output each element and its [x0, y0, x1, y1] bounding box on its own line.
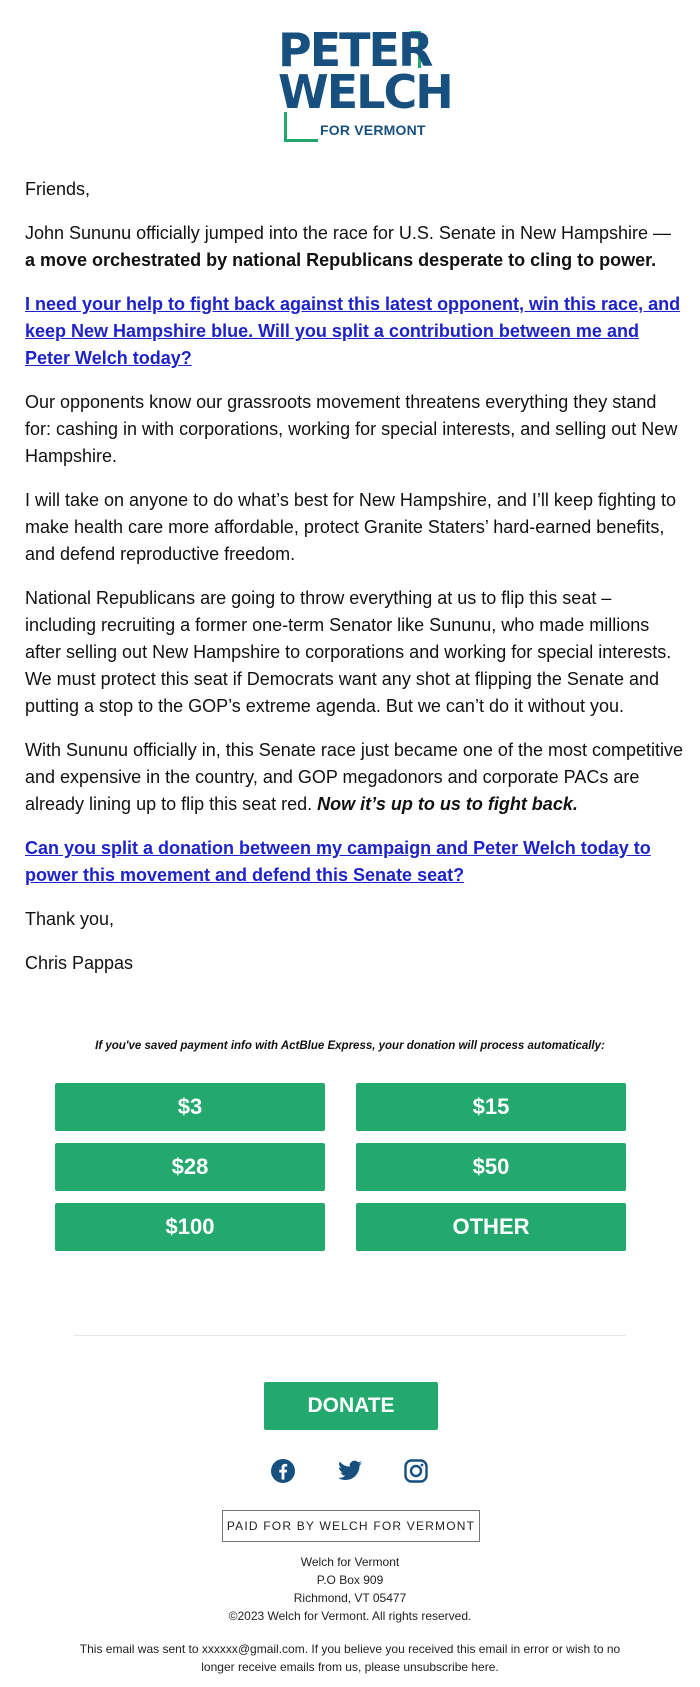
closing: Thank you, — [25, 909, 115, 929]
donate-amount-button-50[interactable]: $50 — [356, 1143, 626, 1191]
donate-amount-button-28[interactable]: $28 — [55, 1143, 325, 1191]
donate-amount-button-other[interactable]: OTHER — [356, 1203, 626, 1251]
actblue-note: If you've saved payment info with ActBlue Express, your donation will process automatically: — [95, 1040, 605, 1052]
donate-button[interactable]: DONATE — [264, 1382, 438, 1430]
footer-org-name: Welch for Vermont — [300, 1555, 400, 1569]
email-body — [25, 176, 685, 977]
instagram-icon[interactable] — [403, 1458, 429, 1484]
donate-amount-button-3[interactable]: $3 — [55, 1083, 325, 1131]
footer-city: Richmond, VT 05477 — [293, 1591, 407, 1605]
campaign-logo — [0, 23, 700, 138]
paragraph-5-text: With Sununu officially in, this Senate race just became one of the most competitive and expensive in the country, and GOP megadonors and corporate PACs are already lining up to flip this seat red. — [25, 740, 684, 814]
donate-amount-button-15[interactable]: $15 — [356, 1083, 626, 1131]
paragraph-4: National Republicans are going to throw everything at us to flip this seat – including recruiting a former one-term Senator like Sununu, who made millions after selling out New Hampshire to corporations and working for special interests. We must protect this seat if Democrats want any shot at flipping the Senate and putting a stop to the GOP’s extreme agenda. But we can’t do it without you. — [25, 588, 672, 716]
footer-copyright: ©2023 Welch for Vermont. All rights reserved. — [228, 1609, 472, 1623]
footer-divider — [74, 1335, 626, 1336]
unsubscribe-notice[interactable]: This email was sent to xxxxxx@gmail.com. If you believe you received this email in error or wish to no longer receive emails from us, please unsubscribe here. — [79, 1642, 621, 1674]
donation-link-2[interactable]: Can you split a donation between my campaign and Peter Welch today to power this movement and defend this Senate seat? — [25, 838, 651, 885]
logo-line-welch: WELCH — [278, 65, 452, 119]
signature: Chris Pappas — [25, 953, 134, 973]
paragraph-1-bold: a move orchestrated by national Republicans desperate to cling to power. — [25, 250, 657, 270]
logo-bracket-bottom — [284, 112, 318, 142]
donation-link-2-paragraph — [25, 835, 685, 889]
donate-amount-button-100[interactable]: $100 — [55, 1203, 325, 1251]
paragraph-3: I will take on anyone to do what’s best for New Hampshire, and I’ll keep fighting to make health care more affordable, protect Granite Staters’ hard-earned benefits, and defend reproductive freedom. — [25, 490, 677, 564]
footer-po-box: P.O Box 909 — [316, 1573, 384, 1587]
paid-for-disclaimer: PAID FOR BY WELCH FOR VERMONT — [222, 1510, 480, 1542]
logo-line-peter: PETER — [278, 23, 432, 77]
donation-link-1-paragraph — [25, 291, 685, 372]
paragraph-2: Our opponents know our grassroots movement threatens everything they stand for: cashing in with corporations, working for special interests, and selling out New Hampshire. — [25, 392, 678, 466]
paragraph-5 — [25, 737, 685, 818]
twitter-icon[interactable] — [337, 1458, 363, 1484]
donation-link-1[interactable]: I need your help to fight back against this latest opponent, win this race, and keep New Hampshire blue. Will you split a contribution between me and Peter Welch today? — [25, 294, 681, 368]
paragraph-1 — [25, 220, 685, 274]
logo-line-for-vermont: FOR VERMONT — [320, 122, 426, 138]
greeting: Friends, — [25, 179, 91, 199]
facebook-icon[interactable] — [270, 1458, 296, 1484]
paragraph-1-text: John Sununu officially jumped into the race for U.S. Senate in New Hampshire — — [25, 223, 672, 243]
paragraph-5-emphasis: Now it’s up to us to fight back. — [317, 794, 578, 814]
